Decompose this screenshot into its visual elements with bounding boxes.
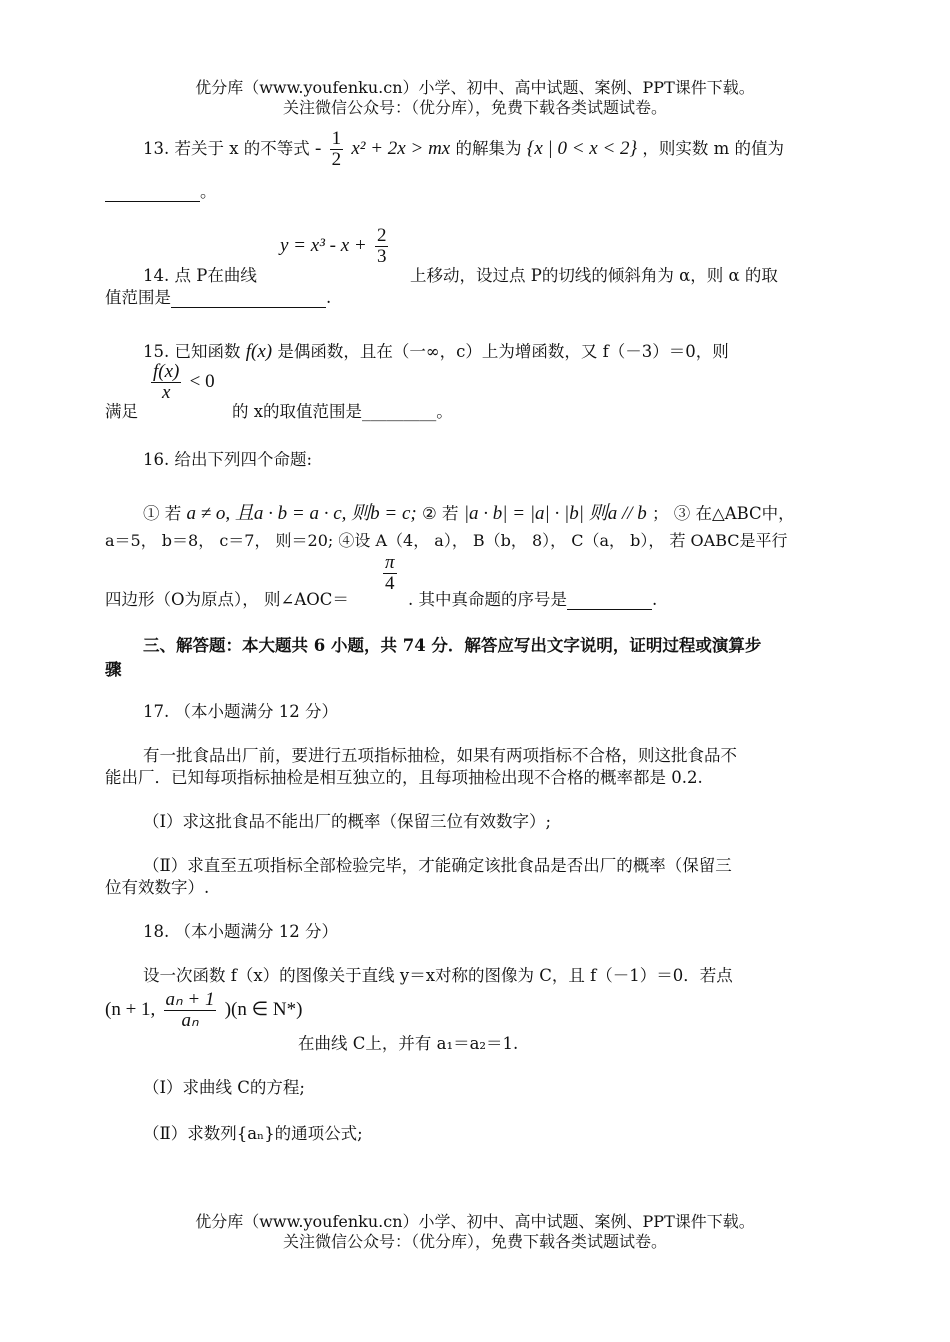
q13-answer-blank [105,182,200,202]
header-line-1: 优分库（www.youfenku.cn）小学、初中、高中试题、案例、PPT课件下载。 [195,78,755,97]
q13-solution-set: {x | 0 < x < 2} [526,138,638,159]
q14-frac-num: 2 [376,225,387,246]
q16-p1-expr: a ≠ o, 且a · b = a · c, 则b = c; [186,503,417,524]
q15-suffix: 是偶函数，且在（一∞，c）上为增函数，又 f（－3）＝0，则 [277,342,729,361]
q13-minus: - [315,138,322,159]
question-15 [143,338,729,363]
q15-line2-prefix: 满足 [105,402,138,421]
q16-p2-expr: |a · b| = |a| · |b| 则a // b [463,503,647,524]
q13-mid: 的解集为 [455,139,522,158]
q14-curve [280,226,391,267]
q16-p1-lead: ① 若 [143,504,182,523]
q16-line3-suffix-group [408,586,657,610]
q18-frac-den: aₙ [181,1010,199,1031]
question-13 [143,126,784,172]
q15-prefix: 15. 已知函数 [143,342,241,361]
q13-fraction [330,129,344,170]
q16-end: . [652,590,658,609]
q16-line3-prefix: 四边形（O为原点）， 则∠AOC＝ [105,590,349,609]
q13-end: 。 [200,182,217,201]
q18-point-a: (n + 1, [105,999,156,1020]
q15-line2-suffix: 的 x的取值范围是_________。 [232,402,453,421]
q17-para-2: 能出厂．已知每项指标抽检是相互独立的，且每项抽检出现不合格的概率都是 0.2. [105,768,703,787]
footer-line-1: 优分库（www.youfenku.cn）小学、初中、高中试题、案例、PPT课件下载。 [195,1212,755,1231]
q16-p3: ； ③ 在△ABC中， [652,504,795,523]
section-3-heading-cont: 骤 [105,660,122,679]
q14-suffix: 上移动，设过点 P的切线的倾斜角为 α，则 α 的取 [410,266,778,285]
q16-line-2: a＝5， b＝8， c＝7， 则＝20; ④设 A（4， a）， B（b， 8）， C（a， b）， 若 OABC是平行 [105,531,788,550]
q16-p2-lead: ② 若 [422,504,459,523]
q14-end: . [326,288,332,307]
q16-fraction [380,553,400,594]
q13-inequality: x² + 2x > mx [351,138,451,159]
q14-answer-blank [171,288,326,308]
q18-para-1: 设一次函数 f（x）的图像关于直线 y＝x对称的图像为 C，且 f（－1）＝0．若点 [143,966,733,985]
section-3-heading: 三、解答题：本大题共 6 小题，共 74 分．解答应写出文字说明，证明过程或演算步 [143,636,762,655]
q15-fraction [151,362,181,403]
q18-title: 18. （本小题满分 12 分） [143,922,338,941]
q14-line2-text: 值范围是 [105,288,171,307]
q15-fx: f(x) [245,341,273,362]
q13-frac-num: 1 [331,128,342,149]
q14-prefix: 14. 点 P在曲线 [143,266,257,285]
q15-fraction-group [148,362,215,403]
q14-fraction [375,226,389,267]
q14-frac-den: 3 [376,246,387,267]
q18-point [105,990,302,1031]
q13-frac-den: 2 [331,149,342,170]
footer-line-2: 关注微信公众号：（优分库），免费下载各类试题试卷。 [282,1232,667,1251]
q13-suffix: ，则实数 m 的值为 [642,139,785,158]
q18-part-1: （Ⅰ）求曲线 C的方程; [143,1078,305,1097]
q16-frac-den: 4 [385,573,395,594]
q18-part-2: （Ⅱ）求数列{aₙ}的通项公式; [143,1124,363,1143]
q17-part-2: （Ⅱ）求直至五项指标全部检验完毕，才能确定该批食品是否出厂的概率（保留三 [143,856,732,875]
q15-frac-num: f(x) [153,361,180,382]
q18-frac-num: aₙ + 1 [165,989,215,1010]
q15-frac-den: x [161,382,171,403]
header-line-2: 关注微信公众号：（优分库），免费下载各类试题试卷。 [282,98,667,117]
q17-part-2-cont: 位有效数字）. [105,878,210,897]
q15-less-than: < 0 [189,371,215,392]
q17-para-1: 有一批食品出厂前，要进行五项指标抽检，如果有两项指标不合格，则这批食品不 [143,746,737,765]
q17-title: 17. （本小题满分 12 分） [143,702,338,721]
q13-prefix: 13. 若关于 x 的不等式 [143,139,310,158]
q13-answer-line [105,178,217,202]
q18-para-2: 在曲线 C上，并有 a₁＝a₂＝1. [298,1034,519,1053]
q17-part-1: （Ⅰ）求这批食品不能出厂的概率（保留三位有效数字）; [143,812,552,831]
q16-line-1 [143,498,795,525]
q16-pi-over-4 [383,553,397,594]
q16-frac-num: π [385,552,395,573]
q16-answer-blank [567,590,652,610]
q18-point-b: )(n ∈ N*) [224,999,303,1020]
q14-line-2 [105,284,331,308]
q16-title: 16. 给出下列四个命题: [143,450,313,469]
q16-line3-suffix: . 其中真命题的序号是 [408,590,567,609]
q14-curve-expr: y = x³ - x + [280,235,367,256]
q18-fraction [164,990,217,1031]
